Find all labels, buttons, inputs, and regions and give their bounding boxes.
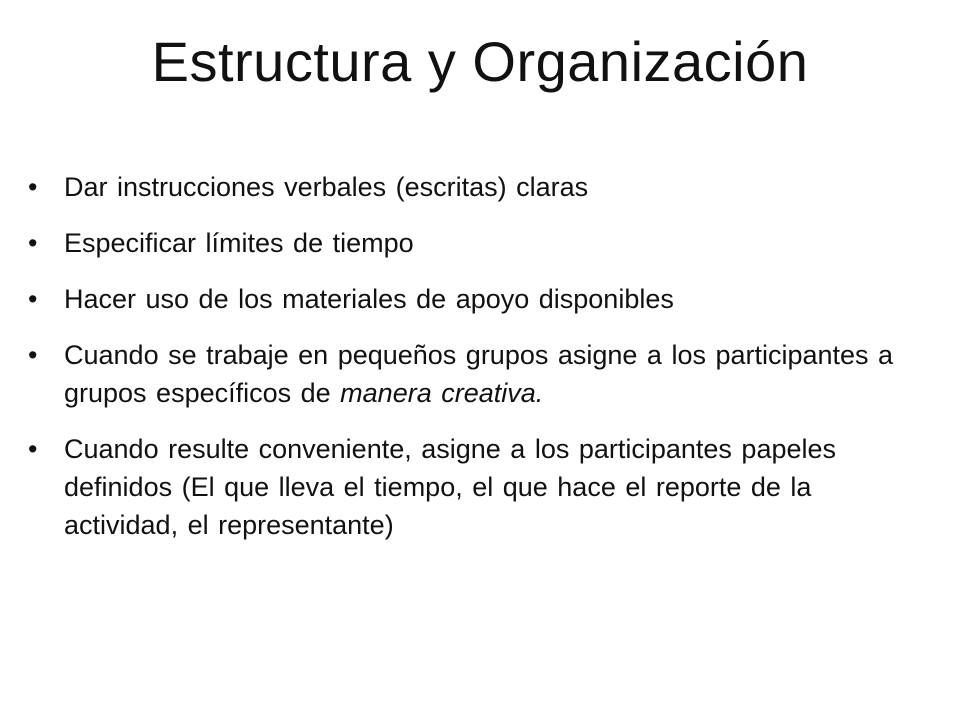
bullet-list	[0, 168, 960, 562]
bullet-item-2	[0, 224, 960, 262]
bullet-item-4	[0, 336, 960, 412]
bullet-text: Cuando se trabaje en pequeños grupos asigne a los participantes a grupos específicos de	[64, 340, 894, 408]
bullet-text: Cuando resulte conveniente, asigne a los participantes papeles definidos (El que lleva el tiempo, el que hace el reporte de la actividad, el representante)	[64, 434, 837, 540]
bullet-item-1	[0, 168, 960, 206]
bullet-icon: •	[28, 340, 38, 370]
bullet-icon: •	[28, 172, 38, 202]
bullet-text: Especificar límites de tiempo	[64, 228, 414, 258]
bullet-icon: •	[28, 284, 38, 314]
bullet-icon: •	[28, 228, 38, 258]
bullet-item-3	[0, 280, 960, 318]
bullet-text: Dar instrucciones verbales (escritas) claras	[64, 172, 589, 202]
bullet-item-5	[0, 430, 960, 544]
bullet-icon: •	[28, 434, 38, 464]
bullet-text-italic: manera creativa.	[340, 378, 544, 408]
slide-title: Estructura y Organización	[151, 30, 809, 93]
bullet-text: Hacer uso de los materiales de apoyo disponibles	[64, 284, 674, 314]
